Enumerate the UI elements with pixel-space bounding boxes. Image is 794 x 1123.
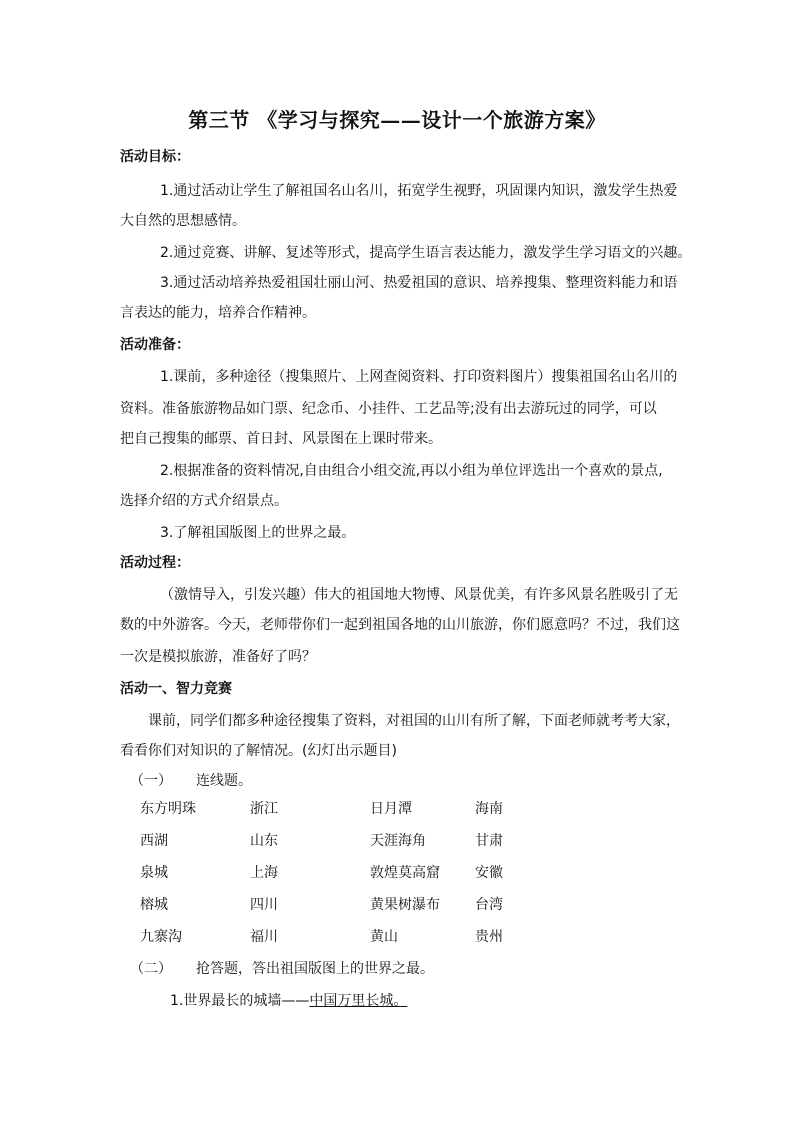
prep-heading: 活动准备： bbox=[120, 337, 190, 353]
matching-cell: 浙江 bbox=[250, 801, 278, 817]
process-line-1: （激情导入，引发兴趣）伟大的祖国地大物博、风景优美，有许多风景名胜吸引了无 bbox=[160, 587, 678, 603]
prep-line-5: 选择介绍的方式介绍景点。 bbox=[120, 493, 288, 509]
matching-cell: 敦煌莫高窟 bbox=[370, 865, 440, 881]
prep-line-4: 2.根据准备的资料情况,自由组合小组交流,再以小组为单位评选出一个喜欢的景点, bbox=[160, 463, 663, 479]
answer-underlined: 中国万里长城。 bbox=[309, 993, 408, 1009]
process-heading: 活动过程： bbox=[120, 555, 190, 571]
matching-cell: 西湖 bbox=[140, 833, 168, 849]
matching-cell: 海南 bbox=[475, 801, 503, 817]
matching-cell: 甘肃 bbox=[475, 833, 503, 849]
matching-cell: 黄山 bbox=[370, 929, 398, 945]
part1-title: 连线题。 bbox=[196, 773, 252, 789]
part2-label: （二） bbox=[130, 961, 172, 977]
goals-line-5: 言表达的能力，培养合作精神。 bbox=[120, 305, 316, 321]
activity1-line-2: 看看你们对知识的了解情况。(幻灯出示题目) bbox=[120, 743, 397, 759]
matching-cell: 东方明珠 bbox=[140, 801, 196, 817]
answer-line bbox=[170, 990, 407, 1010]
matching-cell: 天涯海角 bbox=[370, 833, 426, 849]
prep-line-2: 资料。准备旅游物品如门票、纪念币、小挂件、工艺品等;没有出去游玩过的同学，可以 bbox=[120, 401, 657, 417]
matching-cell: 九寨沟 bbox=[140, 929, 182, 945]
matching-cell: 贵州 bbox=[475, 929, 503, 945]
matching-cell: 上海 bbox=[250, 865, 278, 881]
matching-cell: 台湾 bbox=[475, 897, 503, 913]
goals-heading: 活动目标： bbox=[120, 149, 190, 165]
matching-cell: 黄果树瀑布 bbox=[370, 897, 440, 913]
process-line-2: 数的中外游客。今天，老师带你们一起到祖国各地的山川旅游，你们愿意吗？不过，我们这 bbox=[120, 617, 680, 633]
matching-cell: 福川 bbox=[250, 929, 278, 945]
prep-line-1: 1.课前，多种途径（搜集照片、上网查阅资料、打印资料图片）搜集祖国名山名川的 bbox=[160, 369, 678, 385]
goals-line-3: 2.通过竞赛、讲解、复述等形式，提高学生语言表达能力，激发学生学习语文的兴趣。 bbox=[160, 245, 692, 261]
prep-line-3: 把自己搜集的邮票、首日封、风景图在上课时带来。 bbox=[120, 431, 442, 447]
matching-cell: 四川 bbox=[250, 897, 278, 913]
process-line-3: 一次是模拟旅游，准备好了吗？ bbox=[120, 649, 316, 665]
prep-line-6: 3.了解祖国版图上的世界之最。 bbox=[160, 525, 356, 541]
page-title: 第三节 《学习与探究——设计一个旅游方案》 bbox=[188, 108, 606, 132]
answer-prefix: 1.世界最长的城墙—— bbox=[170, 993, 310, 1009]
goals-line-2: 大自然的思想感情。 bbox=[120, 213, 246, 229]
part1-label: （一） bbox=[130, 773, 172, 789]
matching-cell: 日月潭 bbox=[370, 801, 412, 817]
matching-cell: 山东 bbox=[250, 833, 278, 849]
goals-line-4: 3.通过活动培养热爱祖国壮丽山河、热爱祖国的意识、培养搜集、整理资料能力和语 bbox=[160, 275, 678, 291]
activity1-line-1: 课前，同学们都多种途径搜集了资料，对祖国的山川有所了解，下面老师就考考大家， bbox=[148, 713, 680, 729]
matching-cell: 安徽 bbox=[475, 865, 503, 881]
part2-title: 抢答题，答出祖国版图上的世界之最。 bbox=[196, 961, 434, 977]
matching-cell: 泉城 bbox=[140, 865, 168, 881]
goals-line-1: 1.通过活动让学生了解祖国名山名川，拓宽学生视野，巩固课内知识，激发学生热爱 bbox=[160, 183, 678, 199]
matching-cell: 榕城 bbox=[140, 897, 168, 913]
activity1-heading: 活动一、智力竞赛 bbox=[120, 681, 232, 697]
